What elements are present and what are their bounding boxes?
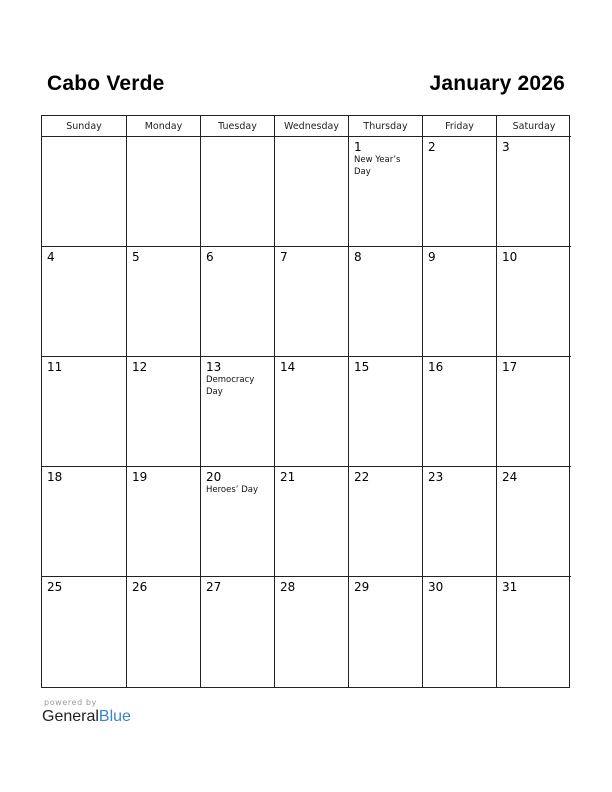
day-cell [423, 137, 497, 247]
weekday-header-sunday: Sunday [42, 116, 127, 137]
day-cell [423, 467, 497, 577]
day-number: 26 [132, 580, 148, 594]
day-cell [423, 357, 497, 467]
day-cell [275, 357, 349, 467]
day-number: 9 [428, 250, 436, 264]
day-number: 15 [354, 360, 370, 374]
day-cell [275, 247, 349, 357]
day-number: 28 [280, 580, 296, 594]
day-cell [42, 247, 127, 357]
day-number: 25 [47, 580, 63, 594]
day-number: 22 [354, 470, 370, 484]
day-number: 2 [428, 140, 436, 154]
day-cell [349, 467, 423, 577]
day-cell [127, 467, 201, 577]
day-cell [42, 577, 127, 687]
day-number: 20 [206, 470, 222, 484]
day-cell [201, 467, 275, 577]
holiday-label: Heroes’ Day [206, 485, 258, 495]
country-title: Cabo Verde [47, 72, 165, 95]
day-number: 30 [428, 580, 444, 594]
day-cell [127, 577, 201, 687]
weekday-header-monday: Monday [127, 116, 201, 137]
day-cell [275, 577, 349, 687]
day-number: 12 [132, 360, 148, 374]
day-number: 14 [280, 360, 296, 374]
day-cell [201, 247, 275, 357]
day-cell [127, 247, 201, 357]
brand-blue-text: Blue [98, 708, 131, 725]
month-year-title: January 2026 [429, 72, 565, 95]
empty-day-cell [42, 137, 127, 247]
day-cell [349, 137, 423, 247]
day-number: 29 [354, 580, 370, 594]
day-cell [275, 467, 349, 577]
day-cell [423, 577, 497, 687]
weekday-header-friday: Friday [423, 116, 497, 137]
day-number: 16 [428, 360, 444, 374]
weekday-header-tuesday: Tuesday [201, 116, 275, 137]
day-cell [423, 247, 497, 357]
day-number: 17 [502, 360, 518, 374]
day-cell [42, 467, 127, 577]
day-cell [201, 357, 275, 467]
day-cell [497, 577, 571, 687]
day-cell [349, 247, 423, 357]
day-number: 27 [206, 580, 222, 594]
powered-by-label: powered by [44, 698, 97, 707]
day-number: 19 [132, 470, 148, 484]
calendar-grid [41, 115, 570, 688]
day-number: 1 [354, 140, 362, 154]
day-number: 23 [428, 470, 444, 484]
day-number: 21 [280, 470, 296, 484]
weekday-header-wednesday: Wednesday [275, 116, 349, 137]
weekday-header-thursday: Thursday [349, 116, 423, 137]
empty-day-cell [127, 137, 201, 247]
empty-day-cell [201, 137, 275, 247]
day-cell [127, 357, 201, 467]
empty-day-cell [275, 137, 349, 247]
day-cell [349, 357, 423, 467]
day-number: 10 [502, 250, 518, 264]
holiday-label: Democracy Day [206, 375, 255, 397]
generalblue-logo [42, 708, 131, 726]
day-number: 24 [502, 470, 518, 484]
day-number: 4 [47, 250, 55, 264]
day-number: 3 [502, 140, 510, 154]
day-number: 6 [206, 250, 214, 264]
day-cell [201, 577, 275, 687]
day-number: 5 [132, 250, 140, 264]
day-cell [42, 357, 127, 467]
day-number: 8 [354, 250, 362, 264]
day-number: 18 [47, 470, 63, 484]
weekday-header-saturday: Saturday [497, 116, 571, 137]
day-number: 7 [280, 250, 288, 264]
day-cell [349, 577, 423, 687]
day-cell [497, 137, 571, 247]
day-cell [497, 247, 571, 357]
day-number: 31 [502, 580, 518, 594]
brand-general-text: General [42, 708, 99, 725]
holiday-label: New Year’s Day [354, 155, 401, 177]
day-cell [497, 467, 571, 577]
day-cell [497, 357, 571, 467]
day-number: 11 [47, 360, 63, 374]
day-number: 13 [206, 360, 222, 374]
